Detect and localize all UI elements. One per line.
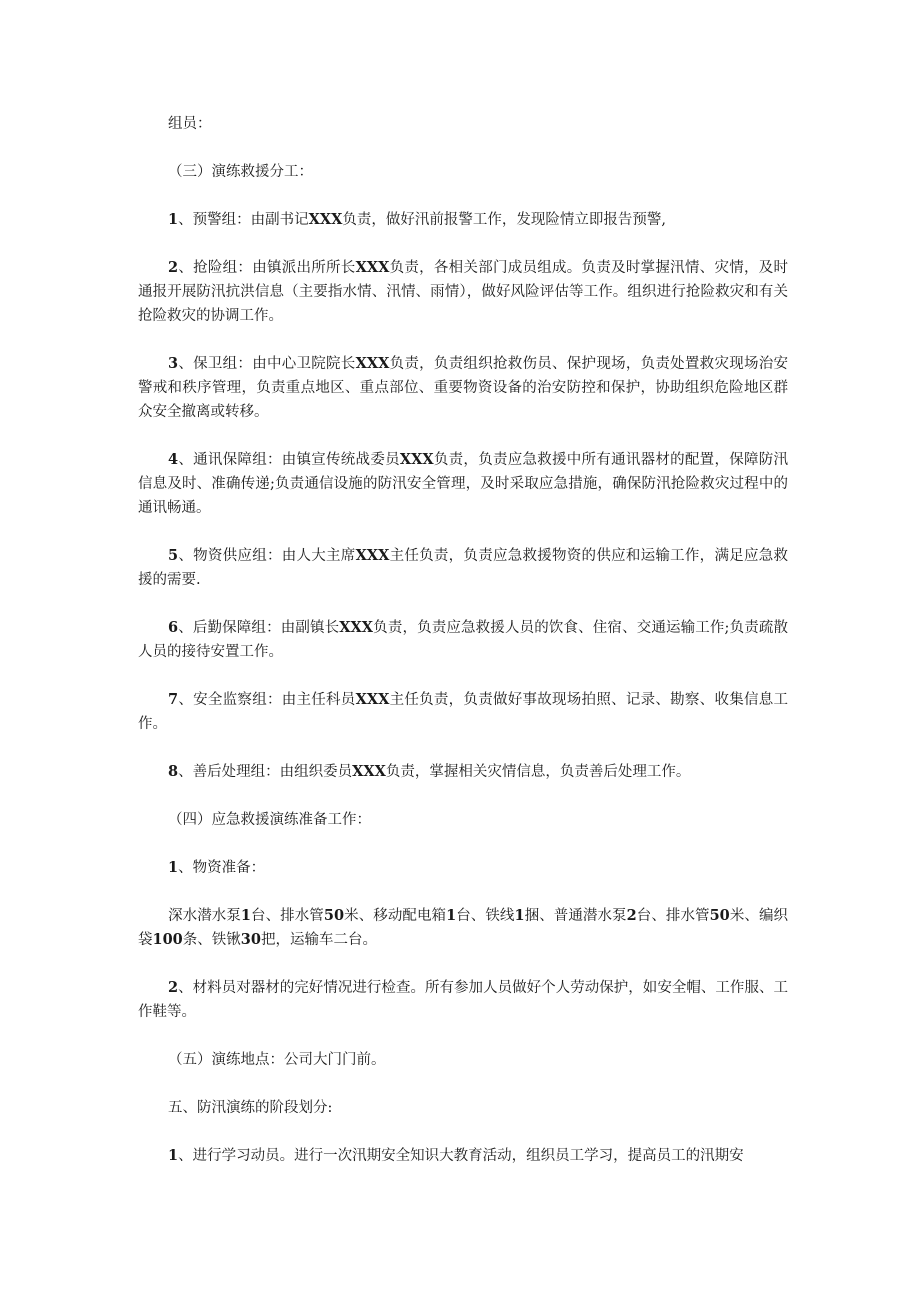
section-heading-3: [138, 160, 788, 184]
paragraph-text: 五、防汛演练的阶段划分:: [168, 1100, 333, 1116]
paragraph-inspection: [138, 976, 788, 1024]
paragraph-security-group: [138, 352, 788, 424]
paragraph-supervision-group: [138, 688, 788, 736]
paragraph-text: （五）演练地点：公司大门门前。: [168, 1052, 386, 1068]
paragraph-text: 1、预警组：由副书记XXX负责，做好汛前报警工作，发现险情立即报告预警,: [168, 211, 666, 228]
paragraph-rescue-group: [138, 256, 788, 328]
paragraph-aftermath-group: [138, 760, 788, 784]
paragraph-text: 2、抢险组：由镇派出所所长XXX负责，各相关部门成员组成。负责及时掌握汛情、灾情，及时通报开展防汛抗洪信息（主要指水情、汛情、雨情），做好风险评估等工作。组织进行抢险救灾和有关抢险救灾的协调工作。: [138, 259, 789, 324]
paragraph-equipment-list: [138, 904, 788, 952]
section-heading-5: [138, 1048, 788, 1072]
paragraph-text: （三）演练救援分工：: [168, 164, 313, 180]
paragraph-warning-group: [138, 208, 788, 232]
paragraph-text: 6、后勤保障组：由副镇长XXX负责，负责应急救援人员的饮食、住宿、交通运输工作;负责疏散人员的接待安置工作。: [138, 619, 788, 660]
paragraph-communication-group: [138, 448, 788, 520]
paragraph-text: 1、进行学习动员。进行一次汛期安全知识大教育活动，组织员工学习，提高员工的汛期安: [168, 1147, 744, 1164]
paragraph-text: 3、保卫组：由中心卫院院长XXX负责，负责组织抢救伤员、保护现场，负责处置救灾现场治安警戒和秩序管理，负责重点地区、重点部位、重要物资设备的治安防控和保护，协助组织危险地区群众安全撤离或转移。: [138, 355, 789, 420]
paragraph-text: 组员：: [168, 116, 212, 132]
paragraph-text: 2、材料员对器材的完好情况进行检查。所有参加人员做好个人劳动保护，如安全帽、工作服、工作鞋等。: [138, 979, 788, 1020]
paragraph-text: 5、物资供应组：由人大主席XXX主任负责，负责应急救援物资的供应和运输工作，满足应急救援的需要.: [138, 547, 789, 588]
paragraph-text: 8、善后处理组：由组织委员XXX负责，掌握相关灾情信息，负责善后处理工作。: [168, 763, 691, 780]
paragraph-study-mobilization: [138, 1144, 788, 1168]
paragraph-material-prep: [138, 856, 788, 880]
paragraph-text: 1、物资准备：: [168, 859, 266, 876]
paragraph-text: 4、通讯保障组：由镇宣传统战委员XXX负责，负责应急救援中所有通讯器材的配置，保障防汛信息及时、准确传递;负责通信设施的防汛安全管理，及时采取应急措施，确保防汛抢险救灾过程中的通讯畅通。: [138, 451, 789, 516]
paragraph-text: （四）应急救援演练准备工作：: [168, 812, 371, 828]
paragraph-members: [138, 112, 788, 136]
paragraph-text: 7、安全监察组：由主任科员XXX主任负责，负责做好事故现场拍照、记录、勘察、收集信息工作。: [138, 691, 789, 732]
paragraph-supply-group: [138, 544, 788, 592]
section-heading-phases: [138, 1096, 788, 1120]
paragraph-text: 深水潜水泵1台、排水管50米、移动配电箱1台、铁线1捆、普通潜水泵2台、排水管50米、编织袋100条、铁锹30把，运输车二台。: [138, 907, 789, 948]
paragraph-logistics-group: [138, 616, 788, 664]
section-heading-4: [138, 808, 788, 832]
